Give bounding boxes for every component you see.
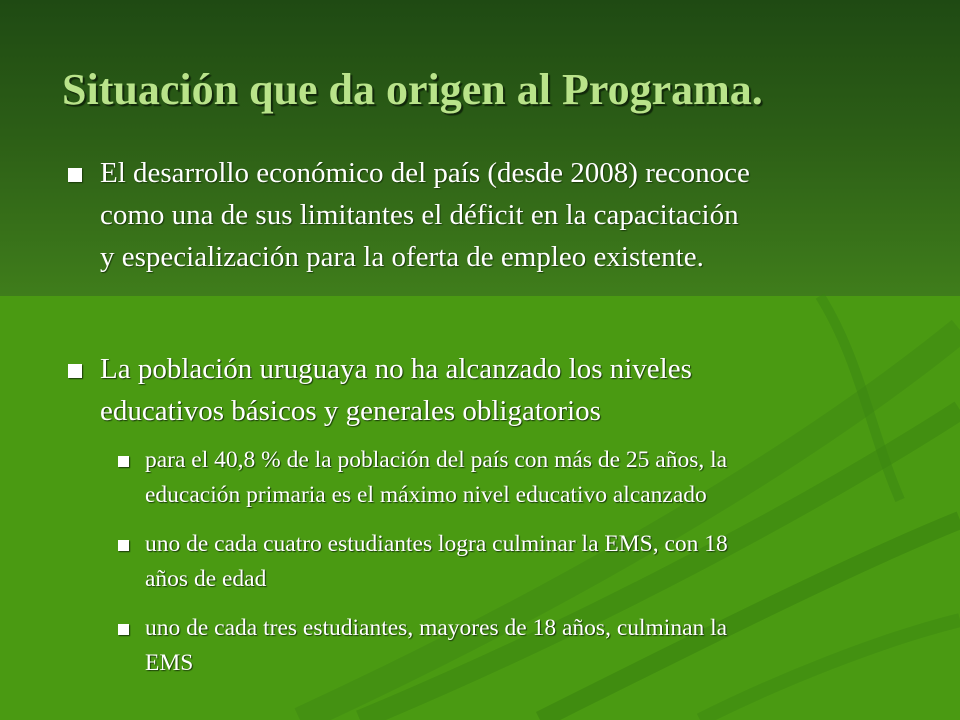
bullet-2-line-2: educativos básicos y generales obligatorios: [100, 395, 601, 427]
sub-bullet-3-line-2: EMS: [145, 650, 194, 676]
sub-bullet-marker: [118, 540, 129, 551]
bullet-2-line-1: La población uruguaya no ha alcanzado los niveles: [100, 353, 692, 385]
bullet-marker: [68, 168, 82, 182]
slide-title: Situación que da origen al Programa.: [62, 65, 763, 114]
bullet-marker: [68, 364, 82, 378]
sub-bullet-2-line-1: uno de cada cuatro estudiantes logra culminar la EMS, con 18: [145, 531, 728, 557]
sub-bullet-3-line-1: uno de cada tres estudiantes, mayores de 18 años, culminan la: [145, 615, 728, 641]
sub-bullet-marker: [118, 624, 129, 635]
bullet-1-line-3: y especialización para la oferta de empleo existente.: [100, 241, 704, 273]
sub-bullet-1-line-1: para el 40,8 % de la población del país con más de 25 años, la: [145, 447, 728, 473]
bullet-1-line-2: como una de sus limitantes el déficit en la capacitación: [100, 199, 739, 231]
bullet-1-line-1: El desarrollo económico del país (desde 2008) reconoce: [100, 157, 750, 189]
sub-bullet-2-line-2: años de edad: [145, 566, 267, 592]
sub-bullet-1-line-2: educación primaria es el máximo nivel educativo alcanzado: [145, 482, 707, 508]
sub-bullet-marker: [118, 456, 129, 467]
